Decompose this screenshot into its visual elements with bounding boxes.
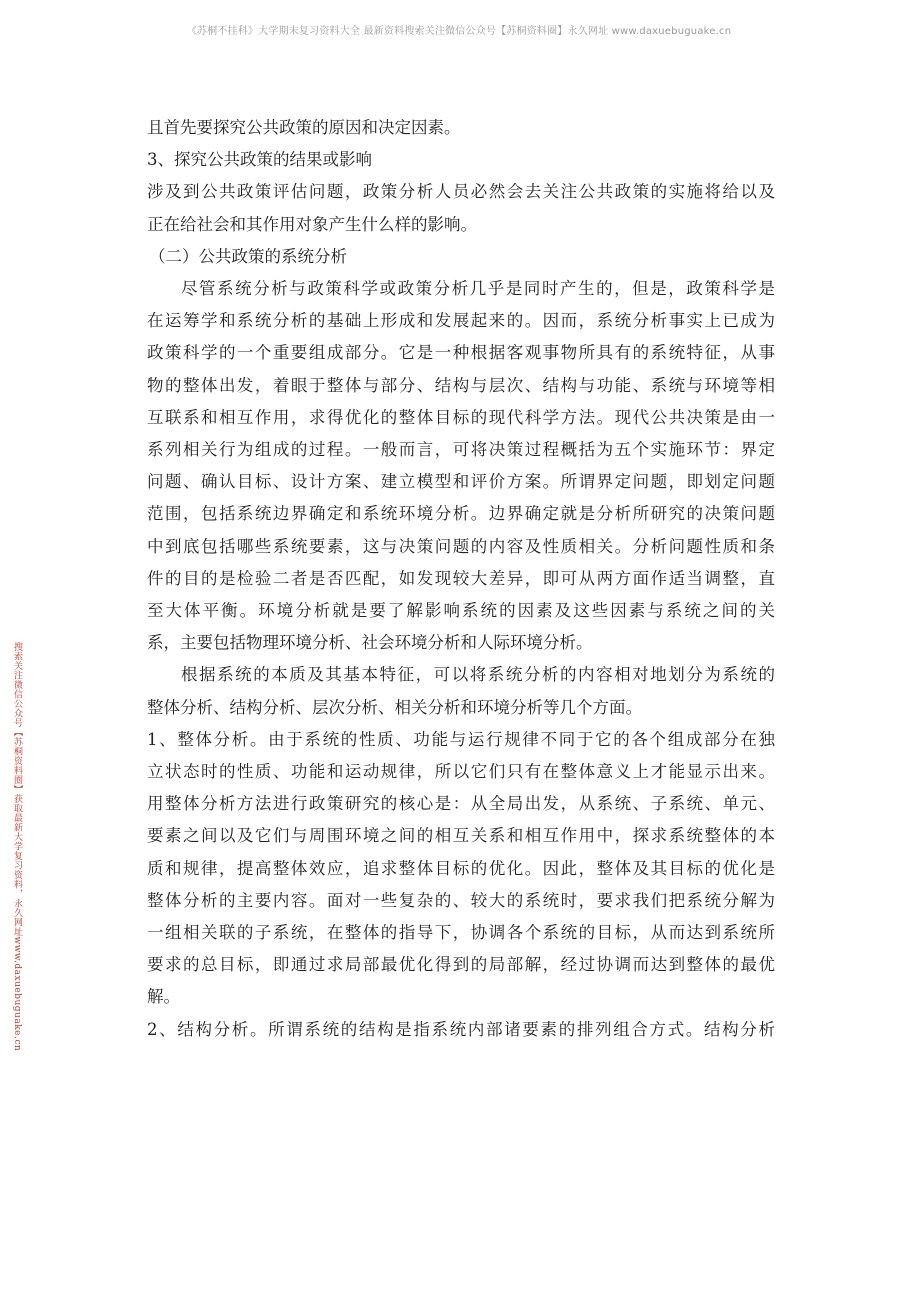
paragraph2-line-2: 整体分析、结构分析、层次分析、相关分析和环境分析等几个方面。 — [147, 697, 642, 717]
paragraph-line-10: 件的目的是检验二者是否匹配，如发现较大差异，即可从两方面作适当调整，直 — [147, 568, 775, 588]
section-heading-system-analysis: （二）公共政策的系统分析 — [149, 246, 347, 266]
page-header-watermark: 《苏桐不挂科》大学期末复习资料大全 最新资料搜索关注微信公众号【苏桐资料圈】永久网址 www.daxuebuguake.cn — [186, 26, 732, 37]
overall-analysis-line-1: 1、整体分析。由于系统的性质、功能与运行规律不同于它的各个组成部分在独 — [147, 729, 775, 749]
paragraph2-line-1: 根据系统的本质及其基本特征，可以将系统分析的内容相对地划分为系统的 — [181, 665, 775, 685]
paragraph-line-2: 在运筹学和系统分析的基础上形成和发展起来的。因而，系统分析事实上已成为 — [147, 311, 775, 331]
section-heading-3: 3、探究公共政策的结果或影响 — [147, 150, 372, 170]
structure-analysis-line-1: 2、结构分析。所谓系统的结构是指系统内部诸要素的排列组合方式。结构分析 — [147, 1019, 775, 1039]
overall-analysis-line-6: 整体分析的主要内容。面对一些复杂的、较大的系统时，要求我们把系统分解为 — [147, 890, 775, 910]
side-watermark-note: 搜索关注微信公众号【苏桐资料圈】获取最新大学复习资料，永久网址www.daxuebuguake.cn — [12, 642, 22, 1052]
text-line-3: 涉及到公共政策评估问题，政策分析人员必然会去关注公共政策的实施将给以及 — [147, 182, 775, 202]
overall-analysis-line-3: 用整体分析方法进行政策研究的核心是：从全局出发，从系统、子系统、单元、 — [147, 794, 775, 814]
paragraph-line-8: 范围，包括系统边界确定和系统环境分析。边界确定就是分析所研究的决策问题 — [147, 504, 775, 524]
paragraph-line-4: 物的整体出发，着眼于整体与部分、结构与层次、结构与功能、系统与环境等相 — [147, 375, 775, 395]
document-body — [147, 112, 775, 1046]
overall-analysis-line-4: 要素之间以及它们与周围环境之间的相互关系和相互作用中，探求系统整体的本 — [147, 826, 775, 846]
overall-analysis-line-5: 质和规律，提高整体效应，追求整体目标的优化。因此，整体及其目标的优化是 — [147, 858, 775, 878]
text-line-4: 正在给社会和其作用对象产生什么样的影响。 — [147, 214, 477, 234]
paragraph-line-11: 至大体平衡。环境分析就是要了解影响系统的因素及这些因素与系统之间的关 — [147, 601, 775, 621]
overall-analysis-line-8: 要求的总目标，即通过求局部最优化得到的局部解，经过协调而达到整体的最优 — [147, 955, 775, 975]
paragraph-line-7: 问题、确认目标、设计方案、建立模型和评价方案。所谓界定问题，即划定问题 — [147, 472, 775, 492]
paragraph-line-9: 中到底包括哪些系统要素，这与决策问题的内容及性质相关。分析问题性质和条 — [147, 536, 775, 556]
text-line-1: 且首先要探究公共政策的原因和决定因素。 — [147, 118, 461, 137]
paragraph-line-12: 系，主要包括物理环境分析、社会环境分析和人际环境分析。 — [147, 633, 593, 653]
paragraph-line-1: 尽管系统分析与政策科学或政策分析几乎是同时产生的，但是，政策科学是 — [181, 279, 775, 299]
overall-analysis-line-7: 一组相关联的子系统，在整体的指导下，协调各个系统的目标，从而达到系统所 — [147, 923, 775, 943]
overall-analysis-line-2: 立状态时的性质、功能和运动规律，所以它们只有在整体意义上才能显示出来。 — [147, 762, 775, 782]
paragraph-line-3: 政策科学的一个重要组成部分。它是一种根据客观事物所具有的系统特征，从事 — [147, 343, 775, 363]
paragraph-line-5: 互联系和相互作用，求得优化的整体目标的现代科学方法。现代公共决策是由一 — [147, 407, 775, 427]
paragraph-line-6: 系列相关行为组成的过程。一般而言，可将决策过程概括为五个实施环节：界定 — [147, 440, 775, 460]
overall-analysis-line-9: 解。 — [147, 987, 180, 1007]
